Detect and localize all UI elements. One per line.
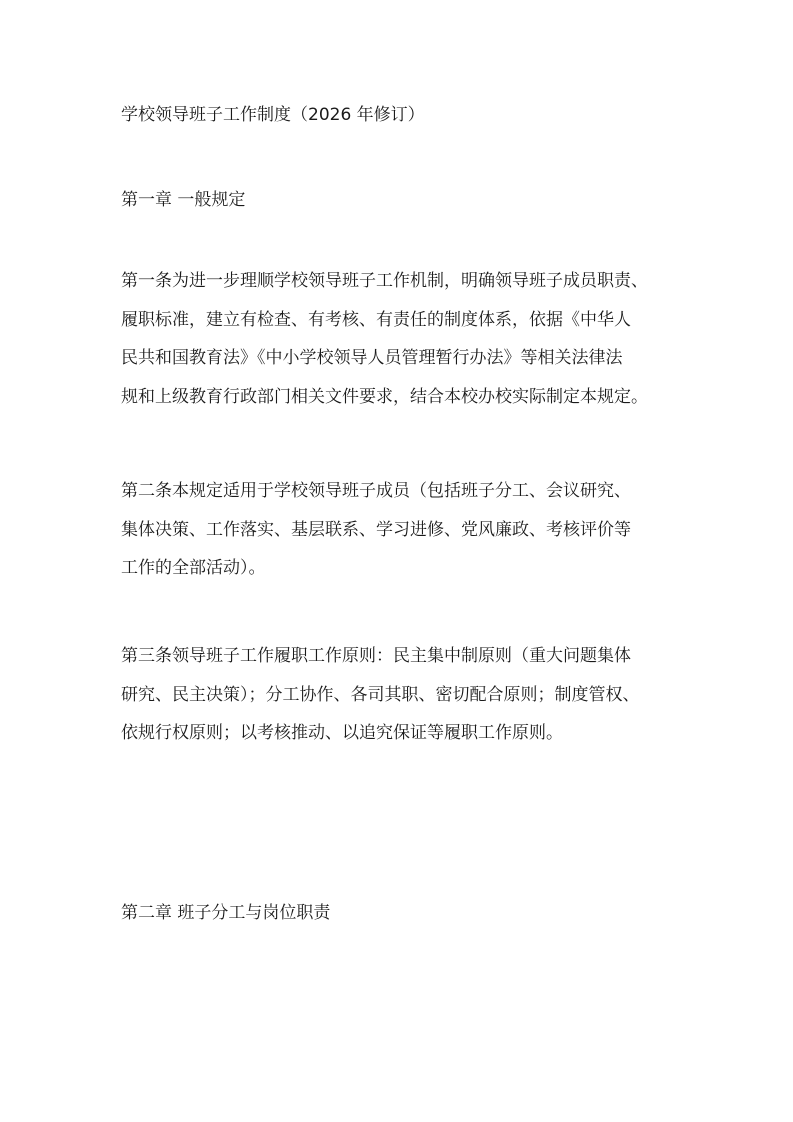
chapter-2-heading: 第二章 班子分工与岗位职责 bbox=[121, 903, 331, 923]
article-3-line: 研究、民主决策）；分工协作、各司其职、密切配合原则；制度管权、 bbox=[121, 684, 640, 705]
document-title: 学校领导班子工作制度（2026 年修订） bbox=[121, 105, 425, 125]
article-2-line: 第二条本规定适用于学校领导班子成员（包括班子分工、会议研究、 bbox=[121, 481, 631, 501]
article-1-line: 民共和国教育法》《中小学校领导人员管理暂行办法》等相关法律法 bbox=[121, 348, 623, 368]
article-2-line: 集体决策、工作落实、基层联系、学习进修、党风廉政、考核评价等 bbox=[121, 519, 631, 540]
article-3-line: 第三条领导班子工作履职工作原则：民主集中制原则（重大问题集体 bbox=[121, 646, 631, 666]
article-1-paragraph bbox=[121, 262, 701, 416]
article-3-line: 依规行权原则；以考核推动、以追究保证等履职工作原则。 bbox=[121, 723, 563, 743]
article-1-line: 规和上级教育行政部门相关文件要求，结合本校办校实际制定本规定。 bbox=[121, 386, 648, 407]
article-2-paragraph bbox=[121, 472, 701, 588]
article-1-line: 第一条为进一步理顺学校领导班子工作机制，明确领导班子成员职责、 bbox=[121, 271, 648, 291]
article-2-line: 工作的全部活动）。 bbox=[121, 558, 266, 578]
article-1-line: 履职标准，建立有检查、有考核、有责任的制度体系，依据《中华人 bbox=[121, 309, 631, 330]
chapter-1-heading: 第一章 一般规定 bbox=[121, 190, 246, 210]
article-3-paragraph bbox=[121, 637, 701, 753]
